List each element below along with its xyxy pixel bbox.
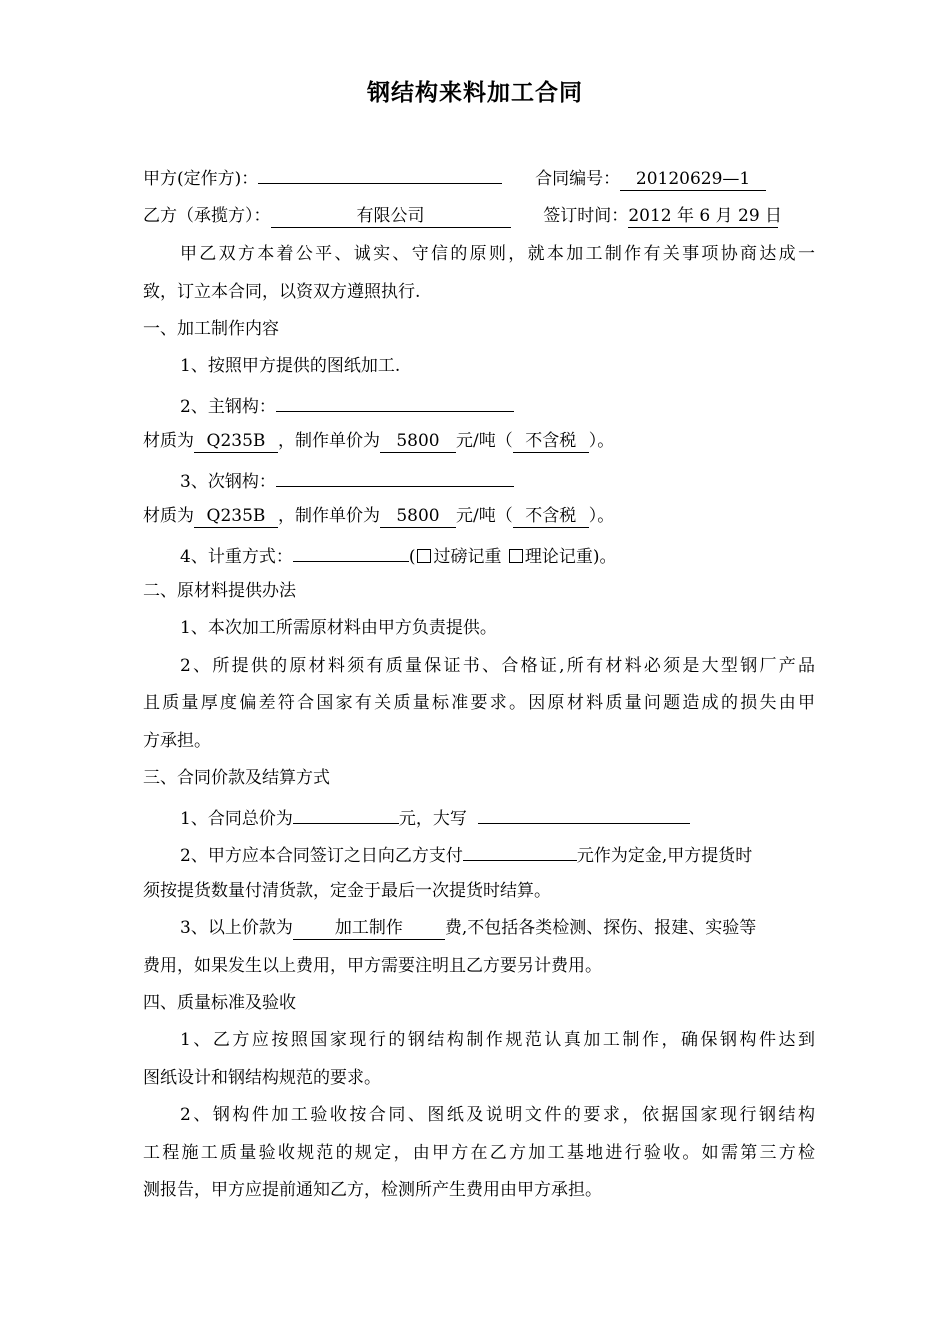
material-prefix: 材质为 — [143, 431, 194, 451]
option-close: )。 — [592, 547, 617, 567]
option-open: ( — [408, 547, 416, 567]
total-price-words-blank — [478, 803, 690, 824]
main-tax: 不含税 — [513, 430, 589, 453]
price-scope-label: 3、以上价款为 — [180, 918, 293, 938]
secondary-steel-blank — [276, 466, 514, 487]
contract-no-label: 合同编号： — [535, 169, 621, 189]
document-title: 钢结构来料加工合同 — [367, 80, 583, 106]
section4-item2-line2: 工程施工质量验收规范的规定，由甲方在乙方加工基地进行验收。如需第三方检 — [143, 1143, 815, 1163]
intro-line-1: 甲乙双方本着公平、诚实、守信的原则，就本加工制作有关事项协商达成一 — [180, 244, 815, 264]
deposit-blank — [463, 840, 577, 861]
weighing-method-blank — [293, 541, 409, 562]
section2-item2-line1: 2、所提供的原材料须有质量保证书、合格证,所有材料必须是大型钢厂产品 — [180, 656, 815, 676]
party-b-value: 有限公司 — [271, 205, 511, 228]
section4-item2-line1: 2、钢构件加工验收按合同、图纸及说明文件的要求，依据国家现行钢结构 — [180, 1105, 815, 1125]
main-steel-blank — [276, 391, 514, 412]
main-material: Q235B — [194, 430, 278, 453]
total-price-blank — [293, 803, 399, 824]
option-weigh-label: 过磅记重 — [433, 547, 502, 567]
section2-heading: 二、原材料提供办法 — [143, 581, 296, 601]
main-price: 5800 — [380, 430, 456, 453]
weighing-method-label: 4、计重方式： — [180, 547, 293, 567]
material-prefix: 材质为 — [143, 506, 194, 526]
deposit-label: 2、甲方应本合同签订之日向乙方支付 — [180, 846, 463, 866]
party-a-value — [258, 183, 502, 184]
section4-item1-line1: 1、乙方应按照国家现行的钢结构制作规范认真加工制作，确保钢构件达到 — [180, 1030, 815, 1050]
section3-item2 — [180, 840, 815, 866]
header-row-party-b — [143, 203, 815, 229]
intro-line-2: 致，订立本合同，以资双方遵照执行. — [143, 282, 421, 302]
section1-item4 — [180, 541, 815, 567]
section4-item2-line3: 测报告，甲方应提前通知乙方，检测所产生费用由甲方承担。 — [143, 1180, 602, 1200]
header-row-party-a — [143, 166, 815, 192]
party-b-label: 乙方（承揽方）： — [143, 206, 271, 226]
section3-item2-line2: 须按提货数量付清货款，定金于最后一次提货时结算。 — [143, 881, 551, 901]
sign-date-value: 2012 年 6 月 29 日 — [628, 206, 783, 226]
secondary-tax: 不含税 — [513, 505, 589, 528]
secondary-steel-label: 3、次钢构： — [180, 472, 276, 492]
secondary-steel-spec — [143, 503, 815, 529]
price-unit: 元/吨（ — [456, 506, 513, 526]
price-unit: 元/吨（ — [456, 431, 513, 451]
price-close: ）。 — [588, 431, 615, 451]
section2-item1: 1、本次加工所需原材料由甲方负责提供。 — [180, 618, 497, 638]
section1-item2 — [180, 391, 815, 417]
section1-item1: 1、按照甲方提供的图纸加工. — [180, 356, 401, 376]
total-price-words-label: 元，大写 — [398, 809, 467, 829]
sign-date-label: 签订时间： — [543, 206, 629, 226]
section3-heading: 三、合同价款及结算方式 — [143, 768, 330, 788]
checkbox-theory[interactable] — [509, 549, 523, 563]
contract-no-value: 20120629—1 — [620, 168, 766, 191]
price-scope-suffix: 费,不包括各类检测、探伤、报建、实验等 — [444, 918, 757, 938]
section4-heading: 四、质量标准及验收 — [143, 993, 296, 1013]
checkbox-weigh[interactable] — [417, 549, 431, 563]
price-prefix: ，制作单价为 — [278, 506, 380, 526]
secondary-price: 5800 — [380, 505, 456, 528]
price-scope-value: 加工制作 — [293, 917, 445, 940]
party-a-label: 甲方(定作方)： — [143, 169, 259, 189]
section2-item2-line3: 方承担。 — [143, 731, 211, 751]
main-steel-label: 2、主钢构： — [180, 397, 276, 417]
main-steel-spec — [143, 428, 815, 454]
deposit-suffix: 元作为定金,甲方提货时 — [576, 846, 753, 866]
section3-item3 — [180, 915, 815, 941]
section1-heading: 一、加工制作内容 — [143, 319, 279, 339]
section2-item2-line2: 且质量厚度偏差符合国家有关质量标准要求。因原材料质量问题造成的损失由甲 — [143, 693, 815, 713]
section4-item1-line2: 图纸设计和钢结构规范的要求。 — [143, 1068, 381, 1088]
option-theory-label: 理论记重 — [524, 547, 593, 567]
section3-item1 — [180, 803, 815, 829]
total-price-label: 1、合同总价为 — [180, 809, 293, 829]
price-prefix: ，制作单价为 — [278, 431, 380, 451]
section1-item3 — [180, 466, 815, 492]
secondary-material: Q235B — [194, 505, 278, 528]
section3-item3-line2: 费用，如果发生以上费用，甲方需要注明且乙方要另计费用。 — [143, 956, 602, 976]
price-close: ）。 — [588, 506, 615, 526]
